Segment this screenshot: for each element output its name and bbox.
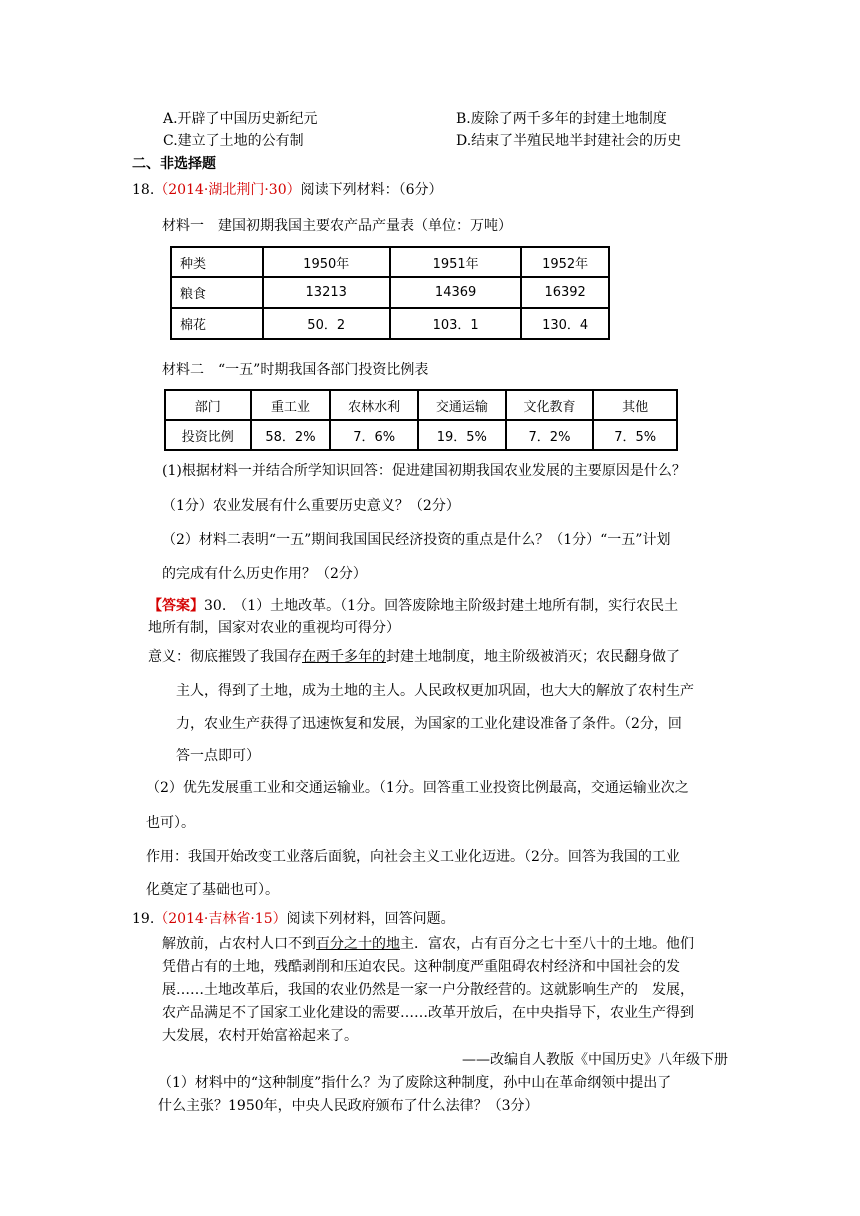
para-prefix: 解放前，占农村人口不到 xyxy=(162,936,316,952)
table-cell: 7．6% xyxy=(330,420,418,450)
q18-sub1-line1: (1)根据材料一并结合所学知识回答：促进建国初期我国农业发展的主要原因是什么？ xyxy=(162,463,686,479)
table-cell: 103．1 xyxy=(390,308,521,339)
table-cell: 50．2 xyxy=(263,308,390,339)
table-cell: 14369 xyxy=(390,277,521,308)
q18-sub2-line1: （2）材料二表明“一五”期间我国国民经济投资的重点是什么？（1分）“一五”计划 xyxy=(162,532,671,548)
table-cell: 粮食 xyxy=(171,277,263,308)
table-cell: 投资比例 xyxy=(165,420,251,450)
option-a: A.开辟了中国历史新纪元 xyxy=(163,111,318,127)
table-header-cell: 1950年 xyxy=(263,247,390,277)
table-header-cell: 文化教育 xyxy=(506,390,594,420)
answer-text: 30. （1）土地改革。（1分。回答废除地主阶级封建土地所有制，实行农民土 xyxy=(204,598,679,614)
table-header-row xyxy=(171,247,609,277)
table-cell: 130．4 xyxy=(521,308,609,339)
q19-para-line3: 展……土地改革后，我国的农业仍然是一家一户分散经营的。这就影响生产的 发展， xyxy=(162,982,694,998)
q18-source: （2014·湖北荆门·30） xyxy=(154,182,301,198)
q19-prompt: 阅读下列材料，回答问题。 xyxy=(286,911,455,927)
effect-line2: 化奠定了基础也可）。 xyxy=(146,882,279,898)
meaning-line4: 答一点即可） xyxy=(176,748,260,764)
option-d: D.结束了半殖民地半封建社会的历史 xyxy=(456,133,682,149)
answer-line2: 地所有制，国家对农业的重视均可得分） xyxy=(148,620,400,636)
table-cell: 19．5% xyxy=(418,420,506,450)
table-header-cell: 1951年 xyxy=(390,247,521,277)
option-c: C.建立了土地的公有制 xyxy=(163,133,304,149)
material1-title: 材料一 建国初期我国主要农产品产量表（单位：万吨） xyxy=(162,218,512,234)
table-cell: 58．2% xyxy=(251,420,331,450)
q18-sub2-line2: 的完成有什么历史作用？（2分） xyxy=(162,566,367,582)
q19-sub1-line2: 什么主张？1950年，中央人民政府颁布了什么法律？（3分） xyxy=(158,1098,539,1114)
table-row xyxy=(165,420,677,450)
meaning-line2: 主人，得到了土地，成为土地的主人。人民政权更加巩固，也大大的解放了农村生产 xyxy=(176,683,694,699)
q19-para-line4: 农产品满足不了国家工业化建设的需要……改革开放后，在中央指导下，农业生产得到 xyxy=(162,1005,694,1021)
q19-para-line5: 大发展，农村开始富裕起来了。 xyxy=(162,1028,358,1044)
table-header-row xyxy=(165,390,677,420)
q19-citation: ——改编自人教版《中国历史》八年级下册 xyxy=(462,1052,728,1068)
answer2-line1: （2）优先发展重工业和交通运输业。（1分。回答重工业投资比例最高，交通运输业次之 xyxy=(146,780,689,796)
table-header-cell: 部门 xyxy=(165,390,251,420)
meaning-suffix: 封建土地制度，地主阶级被消灭；农民翻身做了 xyxy=(386,649,680,665)
answer-line1 xyxy=(148,595,678,615)
q18-header xyxy=(132,179,443,199)
meaning-prefix: 意义：彻底摧毁了我国存 xyxy=(148,649,302,665)
table-header-cell: 种类 xyxy=(171,247,263,277)
material2-title: 材料二 “一五”时期我国各部门投资比例表 xyxy=(162,362,429,378)
table-row xyxy=(171,277,609,308)
q19-source: （2014·吉林省·15） xyxy=(154,911,287,927)
answer2-line2: 也可）。 xyxy=(146,815,195,831)
q19-header xyxy=(132,908,455,928)
q19-para-line2: 凭借占有的土地，残酷剥削和压迫农民。这种制度严重阻碍农村经济和中国社会的发 xyxy=(162,959,680,975)
table-header-cell: 1952年 xyxy=(521,247,609,277)
production-table xyxy=(170,246,610,340)
para-suffix: 主．富农，占有百分之七十至八十的土地。他们 xyxy=(400,936,694,952)
answer-tag: 【答案】 xyxy=(148,598,204,614)
para-underlined: 百分之十的地 xyxy=(316,936,400,952)
table-header-cell: 农林水利 xyxy=(330,390,418,420)
investment-table xyxy=(164,389,678,451)
table-row xyxy=(171,308,609,339)
q18-prompt: 阅读下列材料：（6分） xyxy=(300,182,443,198)
q19-para-line1 xyxy=(162,933,694,953)
table-header-cell: 重工业 xyxy=(251,390,331,420)
q18-sub1-line2: （1分）农业发展有什么重要历史意义？（2分） xyxy=(162,498,460,514)
meaning-underlined: 在两千多年的 xyxy=(302,649,386,665)
q19-number: 19. xyxy=(132,911,155,927)
meaning-line3: 力，农业生产获得了迅速恢复和发展，为国家的工业化建设准备了条件。（2分，回 xyxy=(176,716,682,732)
table-cell: 棉花 xyxy=(171,308,263,339)
table-cell: 13213 xyxy=(263,277,390,308)
table-cell: 7．5% xyxy=(593,420,677,450)
table-header-cell: 交通运输 xyxy=(418,390,506,420)
meaning-line1 xyxy=(148,646,680,666)
option-b: B.废除了两千多年的封建土地制度 xyxy=(456,111,667,127)
table-header-cell: 其他 xyxy=(593,390,677,420)
section-title: 二、非选择题 xyxy=(132,156,216,172)
table-cell: 16392 xyxy=(521,277,609,308)
table-cell: 7．2% xyxy=(506,420,594,450)
q19-sub1-line1: （1）材料中的“这种制度”指什么？为了废除这种制度，孙中山在革命纲领中提出了 xyxy=(158,1075,672,1091)
effect-line1: 作用：我国开始改变工业落后面貌，向社会主义工业化迈进。（2分。回答为我国的工业 xyxy=(146,849,680,865)
q18-number: 18. xyxy=(132,182,155,198)
